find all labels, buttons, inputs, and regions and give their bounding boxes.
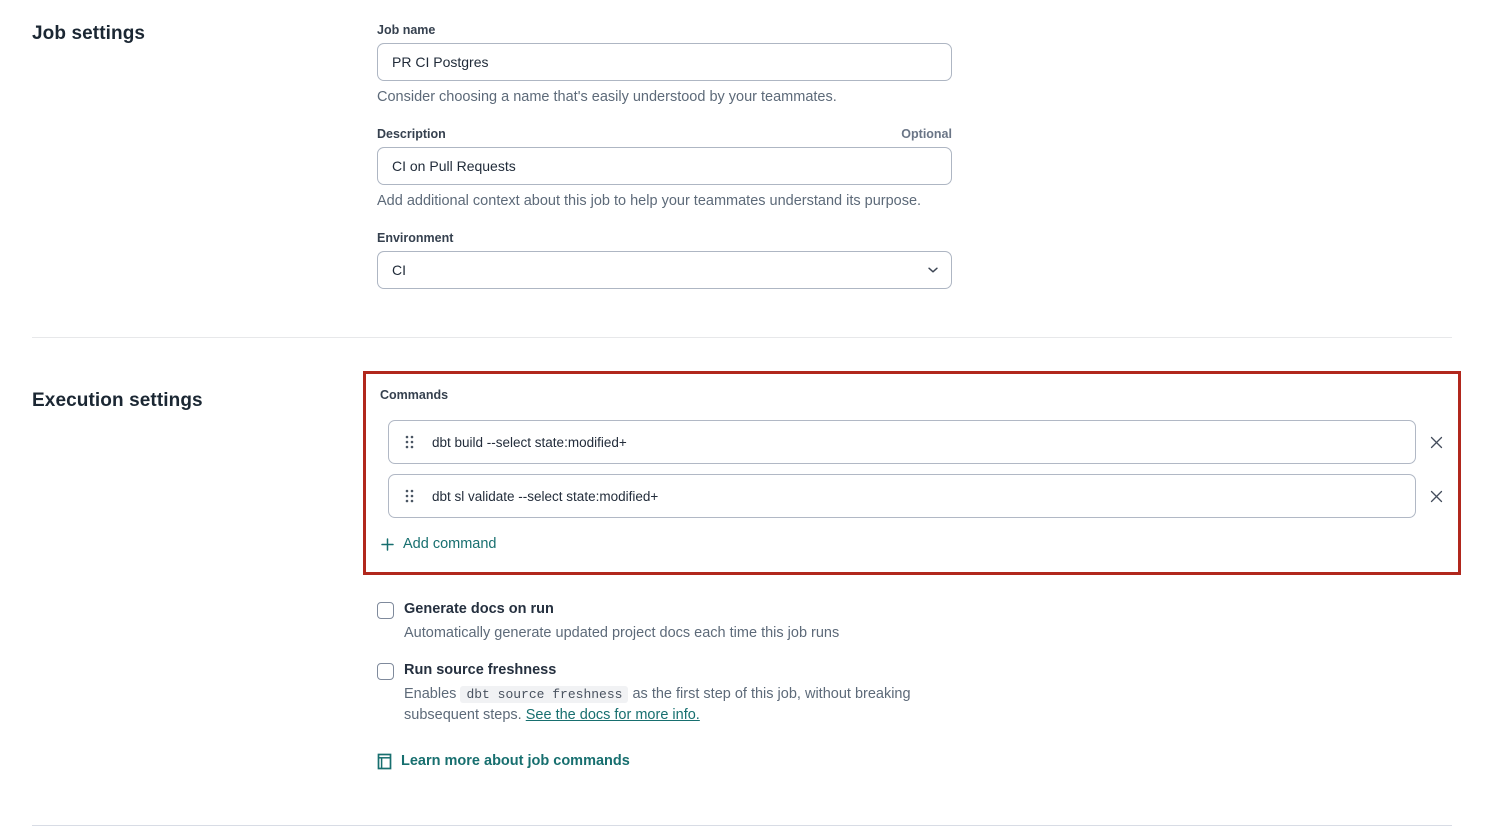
add-command-label: Add command xyxy=(403,536,497,552)
generate-docs-group xyxy=(377,601,1461,644)
execution-settings-section xyxy=(32,371,1452,775)
source-freshness-group xyxy=(377,662,1461,726)
generate-docs-label[interactable]: Generate docs on run xyxy=(404,600,554,617)
source-freshness-help-prefix: Enables xyxy=(404,685,461,702)
generate-docs-help: Automatically generate updated project docs each time this job runs xyxy=(404,624,840,641)
bottom-divider xyxy=(32,825,1452,826)
plus-icon xyxy=(381,538,394,551)
command-row xyxy=(388,420,1444,464)
execution-settings-form xyxy=(363,371,1461,775)
environment-select[interactable] xyxy=(377,251,952,289)
remove-command-button[interactable] xyxy=(1429,487,1444,505)
environment-field-group xyxy=(377,231,952,289)
job-settings-form xyxy=(377,23,952,289)
commands-highlight-box xyxy=(363,371,1461,575)
command-text: dbt build --select state:modified+ xyxy=(432,434,627,450)
remove-command-button[interactable] xyxy=(1429,433,1444,451)
description-input[interactable] xyxy=(377,147,952,185)
drag-handle-icon[interactable] xyxy=(405,489,414,503)
section-divider xyxy=(32,337,1452,338)
command-input-2[interactable] xyxy=(388,474,1416,518)
source-freshness-label[interactable]: Run source freshness xyxy=(404,661,557,678)
job-name-help: Consider choosing a name that's easily understood by your teammates. xyxy=(377,89,837,105)
source-freshness-code: dbt source freshness xyxy=(460,686,628,703)
job-name-field-group xyxy=(377,23,952,105)
drag-handle-icon[interactable] xyxy=(405,435,414,449)
execution-settings-heading: Execution settings xyxy=(32,390,203,411)
execution-settings-heading-column xyxy=(32,371,363,412)
close-icon xyxy=(1429,435,1444,450)
description-field-group xyxy=(377,127,952,209)
description-label: Description xyxy=(377,127,446,141)
see-docs-link[interactable]: See the docs for more info. xyxy=(525,706,700,723)
add-command-button[interactable] xyxy=(381,536,497,552)
job-settings-heading-column xyxy=(32,23,377,45)
learn-more-link[interactable] xyxy=(377,753,630,770)
environment-selected-value: CI xyxy=(392,262,406,278)
source-freshness-help xyxy=(404,684,949,726)
learn-more-label: Learn more about job commands xyxy=(401,753,630,770)
command-input-1[interactable] xyxy=(388,420,1416,464)
chevron-down-icon xyxy=(927,266,939,274)
source-freshness-help-suffix: as the first step of this job, without breaking subsequent steps. xyxy=(404,685,911,723)
description-optional-badge: Optional xyxy=(901,127,952,141)
command-row xyxy=(388,474,1444,518)
job-settings-section xyxy=(32,23,1452,289)
job-name-label: Job name xyxy=(377,23,436,37)
environment-label: Environment xyxy=(377,231,454,245)
book-icon xyxy=(377,753,392,770)
generate-docs-checkbox[interactable] xyxy=(377,602,394,619)
job-name-input[interactable] xyxy=(377,43,952,81)
close-icon xyxy=(1429,489,1444,504)
job-settings-heading: Job settings xyxy=(32,23,146,44)
description-help: Add additional context about this job to help your teammates understand its purpose. xyxy=(377,193,922,209)
source-freshness-checkbox[interactable] xyxy=(377,663,394,680)
commands-label: Commands xyxy=(380,388,449,402)
command-text: dbt sl validate --select state:modified+ xyxy=(432,488,659,504)
